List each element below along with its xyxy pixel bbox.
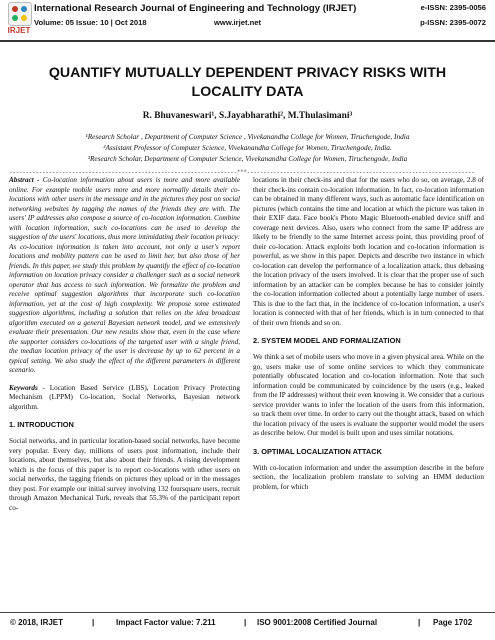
footer-separator: | xyxy=(418,618,421,627)
p-issn: p-ISSN: 2395-0072 xyxy=(420,18,486,27)
page-footer xyxy=(0,612,495,640)
keywords-text: - Location Based Service (LBS), Location Privacy Protecting Mechanism (LPPM) Co-location, Social Networks, Bayesian network algorithm. xyxy=(9,383,240,411)
paper-title: QUANTIFY MUTUALLY DEPENDENT PRIVACY RISKS WITH LOCALITY DATA xyxy=(48,65,447,100)
footer-iso: ISO 9001:2008 Certified Journal xyxy=(257,618,378,627)
intro-continued-paragraph: locations in their check-ins and that for the users who do so, on average, 2.8 of their check-ins contain co-location information. In fact, co-location information can be obtained in many different ways, such as automatic face identification on pictures (which contains the time and location at which the picture was taken in their EXIF data. Face book's Photo Magic Bluetooth-enabled device sniff and coverage next devices. Also, users who connect from the same IP address are likely to be friendly to the same Internet access point, thus providing proof of their co-location. Attack exploits both location and co-location information is powerful, as we show in this paper. Depicts and describe two instance in which co-location can develop the performance of a localization attack, thus debasing the location privacy of the users involved. It is clear that the proper use of such information by an attacker can be complex because he has to consider jointly the co-location information collected about a potentially large number of users. This is due to the fact that, in the incidence of co-location information, a user's location is connected with that of her friends, which is in turn connected to that of their own friends and so on. xyxy=(253,176,484,327)
footer-rule xyxy=(0,612,495,613)
irjet-logo xyxy=(6,2,32,38)
volume-issue: Volume: 05 Issue: 10 | Oct 2018 xyxy=(34,18,147,27)
section-heading-introduction: 1. INTRODUCTION xyxy=(9,420,74,429)
journal-website: www.irjet.net xyxy=(214,18,261,27)
footer-impact-factor: Impact Factor value: 7.211 xyxy=(116,618,216,627)
abstract-text: Co-location information about users is more and more available online. For example mobile users more and more normally details their co-locations with other users in the message and in the pictures they post on social networking websites by tagging the names of the friends they are with. The users' IP addresses also compose a source of co-location information. Combine with location information, such co-locations can be used to develop the suggestion of the users' locations, thus more intimidating their location privacy: As co-location information is taken into account, not only a user's report locations and mobility pattern can be used to limit her, but also those of her friends. In this paper, we study this problem by quantify the effect of co-location information on location privacy consider a challenger such as a social network operator that has access to such information. We formalize the problem and receive optimal suggestion algorithms that incorporate such co-location information, yet at the cost of high complexity. We propose some estimated suggestion algorithms, including a solution that relies on the idea broadcast algorithm executed on a general Bayesian network model, and we extensively evaluate their presentation. Our new results show that, even in the case where the supporter considers co-locations of the targeted user with a single friend, the median location privacy of the user is decrease by up to 62 percent in a typical setting. We also study the effect of the different parameters in different scenario. xyxy=(9,176,240,374)
section-heading-localization-attack: 3. OPTIMAL LOCALIZATION ATTACK xyxy=(253,446,382,456)
intro-paragraph: Social networks, and in particular location-based social networks, have become very popular. Every day, millions of users post information, include their locations, about themselves, but also about their friends. A rising development which is the focus of this paper is to report co-locations with other users on social networks, the tagging friends on pictures they upload or in the messages they post. For example our initial survey involving 132 foursquare users, recruit through Amazon Mechanical Turk, reveals that 55.3% of the participant report co- xyxy=(9,437,240,512)
footer-separator: | xyxy=(244,618,247,627)
keywords xyxy=(9,384,240,413)
footer-copyright: © 2018, IRJET xyxy=(10,618,64,627)
footer-page-number: Page 1702 xyxy=(433,618,473,627)
abstract-label: Abstract - xyxy=(9,176,40,184)
authors: R. Bhuvaneswari¹, S.Jayabharathi², M.Thulasimani³ xyxy=(142,111,353,121)
system-model-paragraph: We think a set of mobile users who move in a given physical area. While on the go, users make use of some online services to which they communicate potentially obfuscated location and co-location information. Note that such information could be communicated by coincidence by the users (e.g., leaked from the IP addresses) without their even knowing it. We consider that a curious service provider wants to infer the location of the users from this information, so track them over time. In order to carry out the thought attack, based on which the location privacy of the users is evaluate the supporter would model the users as describe below. Our model is built upon and uses similar notations. xyxy=(253,353,484,437)
keywords-label: Keywords xyxy=(9,383,38,392)
left-column xyxy=(9,176,240,521)
footer-separator: | xyxy=(92,618,95,627)
logo-text: IRJET xyxy=(7,26,31,35)
header-rule xyxy=(0,40,495,42)
journal-header xyxy=(0,0,495,40)
right-column xyxy=(253,176,484,500)
e-issn: e-ISSN: 2395-0056 xyxy=(420,3,486,12)
affiliation-2: ²Assistant Professor of Computer Science, Vivekanandha College for Women, Tiruchengode, India. xyxy=(103,143,392,152)
section-heading-system-model: 2. SYSTEM MODEL AND FORMALIZATION xyxy=(253,336,401,345)
journal-name: International Research Journal of Engineering and Technology (IRJET) xyxy=(34,3,357,14)
affiliation-3: ³Research Scholar, Department of Computer Science, Vivekanandha College for Women, Tiruchengode, India xyxy=(87,154,408,163)
section-separator: ---------------------------------------------------------------------***--------------------------------------------------------------------- xyxy=(9,169,475,176)
localization-attack-paragraph: With co-location information and under the assumption describe in the before section, the localization problem translate to solving an HMM deduction problem, for which xyxy=(253,463,484,491)
abstract xyxy=(9,176,240,376)
affiliation-1: ¹Research Scholar , Department of Computer Science , Vivekanandha College for Women, Tiruchengode, India xyxy=(85,132,410,141)
